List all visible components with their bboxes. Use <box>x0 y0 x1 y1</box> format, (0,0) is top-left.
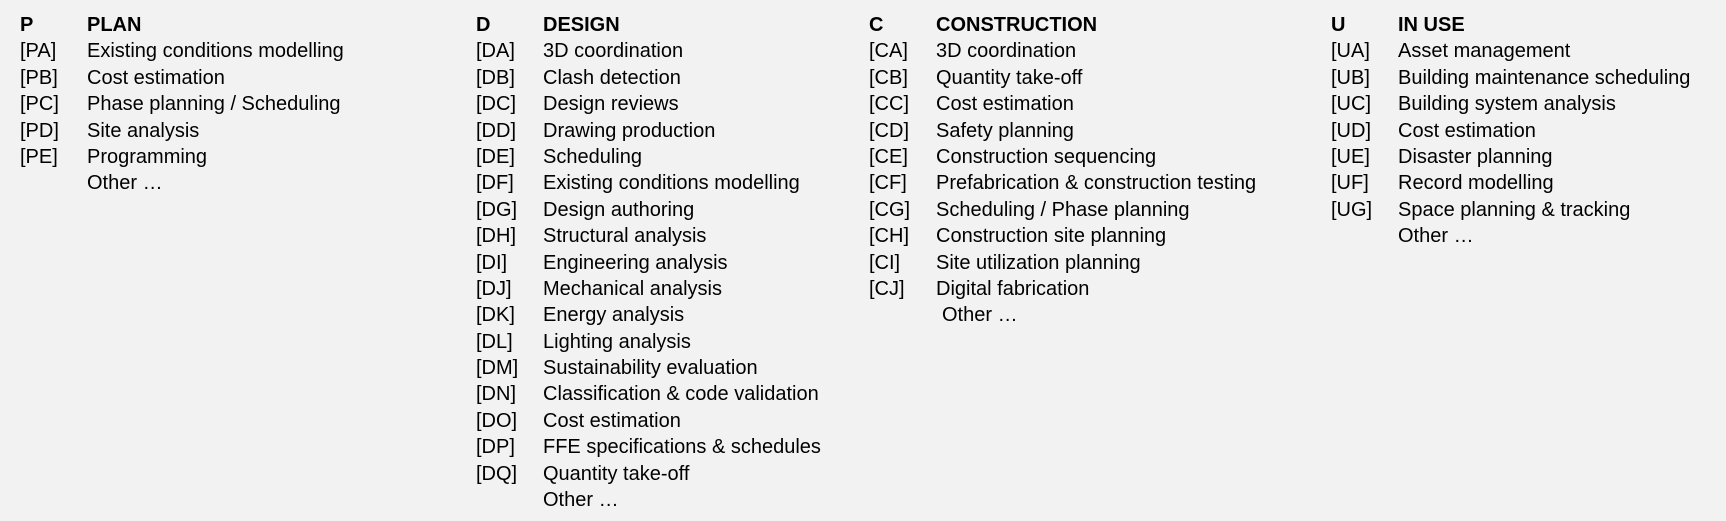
item-code: [UF] <box>1331 172 1369 195</box>
item-label: 3D coordination <box>936 40 1077 63</box>
item-label: Cost estimation <box>543 409 681 432</box>
other-label: Other … <box>942 304 1018 327</box>
item-label: FFE specifications & schedules <box>543 436 821 459</box>
item-label: Site utilization planning <box>936 251 1141 274</box>
other-label: Other … <box>543 489 619 512</box>
item-code: [PC] <box>20 93 59 116</box>
item-code: [CE] <box>869 145 908 168</box>
item-label: Construction site planning <box>936 225 1167 248</box>
item-code: [CA] <box>869 40 908 63</box>
item-code: [DE] <box>476 145 515 168</box>
item-label: Programming <box>87 145 208 168</box>
item-code: [DK] <box>476 304 515 327</box>
item-label: Quantity take-off <box>936 66 1083 89</box>
item-code: [DQ] <box>476 462 518 485</box>
item-code: [DD] <box>476 119 516 142</box>
stage-title: IN USE <box>1398 14 1465 36</box>
item-code: [DC] <box>476 93 516 116</box>
item-label: Existing conditions modelling <box>543 172 800 195</box>
item-label: Sustainability evaluation <box>543 357 758 380</box>
item-code: [UC] <box>1331 93 1371 116</box>
stage-code: D <box>476 14 491 36</box>
item-label: Energy analysis <box>543 304 685 327</box>
item-label: Digital fabrication <box>936 277 1090 300</box>
item-code: [DI] <box>476 251 508 274</box>
item-label: Record modelling <box>1398 172 1554 195</box>
item-code: [DO] <box>476 409 518 432</box>
item-label: Cost estimation <box>87 66 225 89</box>
item-code: [DN] <box>476 383 516 406</box>
item-code: [CF] <box>869 172 907 195</box>
item-code: [DA] <box>476 40 515 63</box>
item-code: [DF] <box>476 172 514 195</box>
item-label: Design authoring <box>543 198 695 221</box>
other-label: Other … <box>87 172 163 195</box>
item-code: [DM] <box>476 357 519 380</box>
item-code: [UG] <box>1331 198 1373 221</box>
item-code: [CB] <box>869 66 908 89</box>
item-label: Scheduling <box>543 145 642 168</box>
item-label: Mechanical analysis <box>543 277 722 300</box>
item-code: [UD] <box>1331 119 1371 142</box>
item-code: [CI] <box>869 251 901 274</box>
item-label: Engineering analysis <box>543 251 728 274</box>
item-label: Safety planning <box>936 119 1074 142</box>
item-label: Clash detection <box>543 66 681 89</box>
other-label: Other … <box>1398 225 1474 248</box>
item-label: Phase planning / Scheduling <box>87 93 341 116</box>
item-code: [DP] <box>476 436 515 459</box>
item-code: [DH] <box>476 225 516 248</box>
item-label: Design reviews <box>543 93 679 116</box>
item-label: Site analysis <box>87 119 200 142</box>
item-code: [DB] <box>476 66 515 89</box>
item-code: [CJ] <box>869 277 905 300</box>
item-label: Construction sequencing <box>936 145 1157 168</box>
item-code: [DJ] <box>476 277 512 300</box>
item-label: Disaster planning <box>1398 145 1553 168</box>
item-label: Scheduling / Phase planning <box>936 198 1190 221</box>
stage-code: C <box>869 14 884 36</box>
item-code: [PB] <box>20 66 58 89</box>
stage-title: DESIGN <box>543 14 620 36</box>
item-code: [PA] <box>20 40 57 63</box>
item-code: [UA] <box>1331 40 1370 63</box>
item-label: Cost estimation <box>1398 119 1536 142</box>
item-label: Lighting analysis <box>543 330 691 353</box>
item-label: Structural analysis <box>543 225 707 248</box>
item-label: Existing conditions modelling <box>87 40 344 63</box>
item-label: Building system analysis <box>1398 93 1616 116</box>
item-label: Space planning & tracking <box>1398 198 1631 221</box>
item-code: [CH] <box>869 225 909 248</box>
item-label: Building maintenance scheduling <box>1398 66 1691 89</box>
stage-code: U <box>1331 14 1346 36</box>
item-label: Classification & code validation <box>543 383 819 406</box>
item-code: [CC] <box>869 93 909 116</box>
item-code: [DG] <box>476 198 518 221</box>
item-label: Quantity take-off <box>543 462 690 485</box>
item-label: Drawing production <box>543 119 716 142</box>
item-label: Cost estimation <box>936 93 1074 116</box>
item-code: [PE] <box>20 145 58 168</box>
item-code: [UB] <box>1331 66 1370 89</box>
item-label: Asset management <box>1398 40 1571 63</box>
item-code: [CG] <box>869 198 911 221</box>
stage-code: P <box>20 14 34 36</box>
item-code: [UE] <box>1331 145 1370 168</box>
stage-title: CONSTRUCTION <box>936 14 1098 36</box>
item-label: 3D coordination <box>543 40 684 63</box>
item-code: [PD] <box>20 119 59 142</box>
item-code: [DL] <box>476 330 513 353</box>
item-label: Prefabrication & construction testing <box>936 172 1257 195</box>
item-code: [CD] <box>869 119 909 142</box>
stage-title: PLAN <box>87 14 142 36</box>
